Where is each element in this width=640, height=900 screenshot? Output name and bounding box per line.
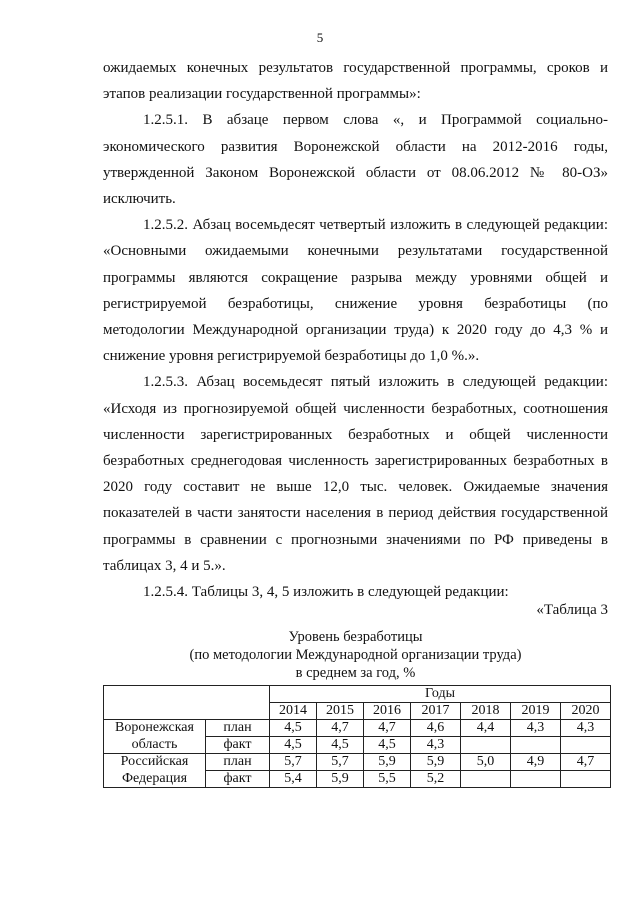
row-type-cell: план: [206, 754, 270, 771]
year-header-cell: 2015: [317, 703, 364, 720]
text-line: 2020 году составит не выше 12,0 тыс. человек. Ожидаемые значения: [103, 479, 608, 496]
value-cell: 5,5: [364, 771, 411, 788]
value-cell: [511, 771, 561, 788]
value-cell: [461, 771, 511, 788]
page-number: 5: [316, 30, 324, 45]
value-cell: 4,7: [561, 754, 611, 771]
text-line: таблицах 3, 4 и 5.».: [103, 557, 226, 574]
text-line: «Основными ожидаемыми конечными результатами государственной: [103, 243, 608, 260]
value-cell: 4,6: [411, 720, 461, 737]
value-cell: 5,4: [270, 771, 317, 788]
value-cell: [561, 737, 611, 754]
value-cell: 4,5: [270, 720, 317, 737]
value-cell: 5,0: [461, 754, 511, 771]
year-header-cell: 2020: [561, 703, 611, 720]
year-header-cell: 2018: [461, 703, 511, 720]
text-line: численности зарегистрированных безработных и общей численности: [103, 426, 608, 443]
value-cell: [511, 737, 561, 754]
value-cell: 4,3: [511, 720, 561, 737]
region-cell: область: [104, 737, 206, 754]
text-line: этапов реализации государственной программы»:: [103, 86, 421, 103]
table-title-line2: (по методологии Международной организации труда): [189, 647, 522, 663]
region-cell: Федерация: [104, 771, 206, 788]
year-header-cell: 2016: [364, 703, 411, 720]
text-line: программы в сравнении с прогнозными значениями по РФ приведены в: [103, 531, 608, 548]
region-cell: Российская: [104, 754, 206, 771]
table-row: [104, 737, 611, 754]
value-cell: 4,5: [270, 737, 317, 754]
year-header-cell: 2019: [511, 703, 561, 720]
year-header-cell: 2017: [411, 703, 461, 720]
year-header-cell: 2014: [270, 703, 317, 720]
table-title-line3: в среднем за год, %: [295, 665, 416, 681]
value-cell: 5,7: [270, 754, 317, 771]
table-row: [104, 754, 611, 771]
text-line: программы являются сокращение разрыва между уровнями общей и: [103, 269, 608, 286]
row-type-cell: факт: [206, 737, 270, 754]
row-type-cell: план: [206, 720, 270, 737]
text-line: ожидаемых конечных результатов государственной программы, сроков и: [103, 60, 608, 76]
table-row: [104, 720, 611, 737]
table-label: «Таблица 3: [536, 602, 608, 618]
region-cell: Воронежская: [104, 720, 206, 737]
text-line: показателей в части занятости населения в период действия государственной: [103, 505, 608, 522]
text-line: снижение уровня регистрируемой безработицы до 1,0 %.».: [103, 348, 480, 365]
text-line: безработных среднегодовая численность зарегистрированных безработных в: [103, 453, 608, 470]
value-cell: 4,3: [561, 720, 611, 737]
value-cell: 5,2: [411, 771, 461, 788]
text-line: 1.2.5.2. Абзац восемьдесят четвертый изложить в следующей редакции:: [143, 217, 608, 234]
value-cell: 4,5: [317, 737, 364, 754]
table-row: [104, 771, 611, 788]
value-cell: 4,7: [317, 720, 364, 737]
text-line: методологии Международной организации труда) к 2020 году до 4,3 % и: [103, 322, 608, 339]
table-title-line1: Уровень безработицы: [288, 629, 423, 645]
value-cell: 4,7: [364, 720, 411, 737]
years-header: Годы: [270, 686, 611, 703]
value-cell: 4,9: [511, 754, 561, 771]
text-line: «Исходя из прогнозируемой общей численности безработных, соотношения: [103, 400, 608, 417]
text-line: 1.2.5.3. Абзац восемьдесят пятый изложить в следующей редакции:: [143, 374, 608, 391]
table-title: [103, 628, 608, 682]
text-line: утвержденной Законом Воронежской области от 08.06.2012 № 80-ОЗ»: [103, 164, 608, 181]
table-header-row: [104, 686, 611, 703]
value-cell: 5,7: [317, 754, 364, 771]
text-line: экономического развития Воронежской области на 2012-2016 годы,: [103, 138, 608, 155]
value-cell: 5,9: [317, 771, 364, 788]
value-cell: 4,5: [364, 737, 411, 754]
row-type-cell: факт: [206, 771, 270, 788]
text-line: 1.2.5.1. В абзаце первом слова «, и Программой социально-: [143, 112, 608, 129]
text-line: регистрируемой безработицы, снижение уровня безработицы (по: [103, 295, 608, 312]
value-cell: 5,9: [411, 754, 461, 771]
value-cell: [561, 771, 611, 788]
value-cell: 4,4: [461, 720, 511, 737]
unemployment-table: [103, 685, 611, 788]
text-line: исключить.: [103, 191, 176, 208]
value-cell: 5,9: [364, 754, 411, 771]
text-line: 1.2.5.4. Таблицы 3, 4, 5 изложить в следующей редакции:: [143, 584, 509, 601]
value-cell: [461, 737, 511, 754]
body-text: [103, 55, 608, 605]
table-corner-cell: [104, 686, 270, 720]
value-cell: 4,3: [411, 737, 461, 754]
